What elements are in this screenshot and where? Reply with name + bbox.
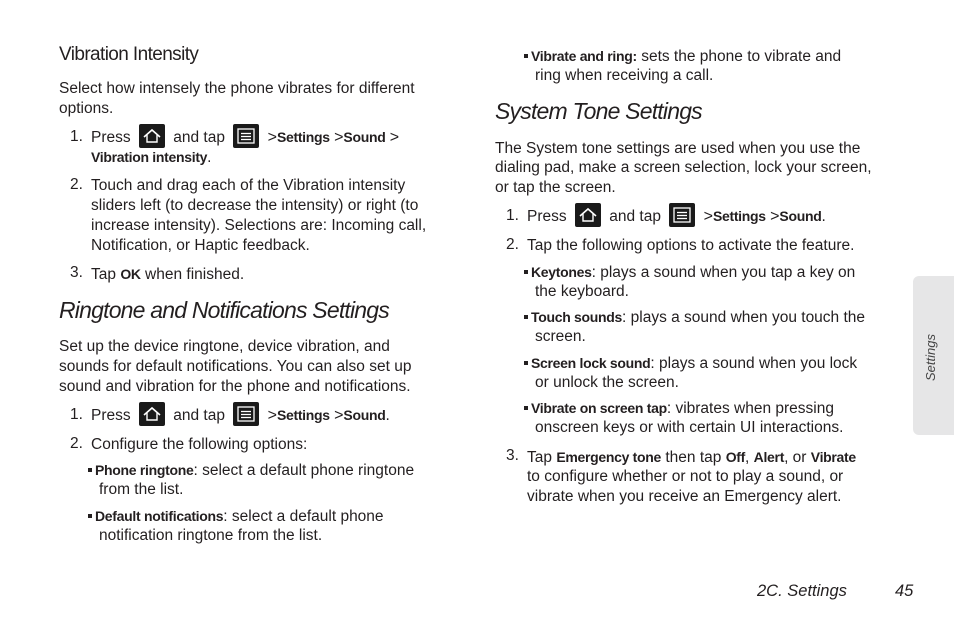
- bullet-term: Phone ringtone: [95, 462, 194, 478]
- step-number: 1.: [506, 207, 519, 224]
- bullet-line2: screen.: [535, 328, 586, 345]
- bullet-line2: notification ringtone from the list.: [99, 527, 323, 544]
- page-number: 45: [895, 582, 914, 600]
- system-step-3: [527, 447, 856, 468]
- bullet-default-notifications: [88, 506, 384, 527]
- bullet-term: Vibrate and ring:: [531, 48, 637, 64]
- bullet-term: Vibrate on screen tap: [531, 400, 667, 416]
- bullet-text: : select a default phone: [223, 508, 384, 525]
- vibration-step-2-line1: Touch and drag each of the Vibration intensity: [91, 177, 406, 194]
- system-intro-line3: or tap the screen.: [495, 179, 616, 196]
- sound-term: Sound: [343, 407, 386, 424]
- and-tap-text: and tap: [173, 129, 225, 147]
- press-text: Press: [91, 407, 131, 425]
- vibrate-term: Vibrate: [810, 449, 856, 465]
- step-number: 1.: [70, 128, 83, 145]
- bullet-square: [88, 514, 92, 518]
- vibration-step-3: [91, 264, 244, 285]
- chevron-text: >: [770, 208, 780, 226]
- vibration-intensity-term: Vibration intensity: [91, 149, 208, 165]
- bullet-text: : plays a sound when you touch the: [622, 309, 866, 326]
- bullet-line2: or unlock the screen.: [535, 374, 679, 391]
- vibration-intensity-heading: Vibration Intensity: [59, 44, 199, 65]
- bullet-term: Screen lock sound: [531, 355, 651, 371]
- bullet-screen-lock-sound: [524, 353, 857, 374]
- chevron-text: >: [267, 407, 277, 425]
- and-tap-text: and tap: [173, 407, 225, 425]
- step-number: 2.: [506, 236, 519, 253]
- settings-term: Settings: [276, 407, 330, 424]
- bullet-text: sets the phone to vibrate and: [636, 48, 842, 65]
- settings-term: Settings: [712, 208, 766, 225]
- when-finished-text: when finished.: [145, 266, 245, 283]
- bullet-vibrate-on-screen-tap: [524, 398, 834, 419]
- system-step-3-line2: to configure whether or not to play a sound, or: [527, 468, 844, 485]
- bullet-term: Keytones: [531, 264, 592, 280]
- section-side-tab: [913, 276, 954, 435]
- bullet-text: : plays a sound when you tap a key on: [591, 264, 856, 281]
- bullet-text: : select a default phone ringtone: [193, 462, 415, 479]
- menu-icon: [233, 402, 259, 426]
- period: .: [821, 208, 826, 226]
- period: .: [207, 149, 212, 166]
- bullet-text: : plays a sound when you lock: [650, 355, 858, 372]
- bullet-term: Default notifications: [95, 508, 224, 524]
- press-text: Press: [527, 208, 567, 226]
- bullet-square: [524, 361, 528, 365]
- alert-term: Alert: [753, 449, 785, 465]
- chevron-text: >: [334, 407, 344, 425]
- bullet-square: [524, 54, 528, 58]
- menu-icon: [669, 203, 695, 227]
- bullet-touch-sounds: [524, 307, 865, 328]
- period: .: [385, 407, 390, 425]
- bullet-term: Touch sounds: [531, 309, 623, 325]
- and-tap-text: and tap: [609, 208, 661, 226]
- bullet-text: : vibrates when pressing: [666, 400, 834, 417]
- step-number: 3.: [70, 264, 83, 281]
- bullet-line2: from the list.: [99, 481, 184, 498]
- footer-section-label: 2C. Settings: [757, 582, 847, 600]
- bullet-phone-ringtone: [88, 460, 414, 481]
- vibration-intro-line1: Select how intensely the phone vibrates for different: [59, 80, 415, 97]
- bullet-keytones: [524, 262, 855, 283]
- system-tone-heading: System Tone Settings: [495, 98, 702, 124]
- chevron-text: >: [703, 208, 713, 226]
- bullet-square: [524, 315, 528, 319]
- bullet-line2: the keyboard.: [535, 283, 629, 300]
- ringtone-intro-line2: sounds for default notifications. You can also set up: [59, 358, 412, 375]
- bullet-vibrate-and-ring: [524, 46, 841, 67]
- bullet-square: [524, 270, 528, 274]
- system-intro-line1: The System tone settings are used when you use the: [495, 140, 861, 157]
- off-term: Off: [725, 449, 746, 465]
- step-number: 2.: [70, 176, 83, 193]
- vibration-step-2-line2: sliders left (to decrease the intensity) or right (to: [91, 197, 419, 214]
- bullet-line2: ring when receiving a call.: [535, 67, 714, 84]
- home-icon: [575, 203, 601, 227]
- menu-icon: [233, 124, 259, 148]
- ringtone-step-2: Configure the following options:: [91, 436, 308, 453]
- step-number: 2.: [70, 435, 83, 452]
- system-step-1: [527, 205, 907, 229]
- sound-term: Sound: [779, 208, 822, 225]
- side-tab-label: Settings: [923, 334, 938, 381]
- or-text: , or: [784, 449, 807, 466]
- bullet-line2: onscreen keys or with certain UI interactions.: [535, 419, 844, 436]
- chevron-text: >: [267, 129, 277, 147]
- step-number: 1.: [70, 406, 83, 423]
- bullet-square: [88, 468, 92, 472]
- chevron-text: >: [389, 129, 400, 147]
- home-icon: [139, 402, 165, 426]
- system-step-2: Tap the following options to activate the feature.: [527, 237, 855, 254]
- system-intro-line2: dialing pad, make a screen selection, lock your screen,: [495, 159, 872, 176]
- vibration-step-1-line2: [91, 147, 211, 168]
- ringtone-heading: Ringtone and Notifications Settings: [59, 297, 389, 323]
- ringtone-intro-line3: sound and vibration for the phone and notifications.: [59, 378, 411, 395]
- vibration-step-2-line3: increase intensity). Selections are: Incoming call,: [91, 217, 427, 234]
- system-step-3-line3: vibrate when you receive an Emergency alert.: [527, 488, 842, 505]
- step-number: 3.: [506, 447, 519, 464]
- ringtone-step-1: [91, 404, 461, 428]
- comma: ,: [745, 449, 750, 466]
- press-text: Press: [91, 129, 131, 147]
- tap-text: Tap: [91, 266, 116, 283]
- chevron-text: >: [334, 129, 344, 147]
- vibration-intro-line2: options.: [59, 100, 114, 117]
- ringtone-intro-line1: Set up the device ringtone, device vibration, and: [59, 338, 390, 355]
- vibration-step-2-line4: Notification, or Haptic feedback.: [91, 237, 310, 254]
- emergency-tone-term: Emergency tone: [556, 449, 662, 465]
- ok-term: OK: [120, 266, 141, 282]
- then-tap-text: then tap: [665, 449, 722, 466]
- tap-text: Tap: [527, 449, 552, 466]
- settings-term: Settings: [276, 129, 330, 146]
- home-icon: [139, 124, 165, 148]
- sound-term: Sound: [343, 129, 386, 146]
- bullet-square: [524, 406, 528, 410]
